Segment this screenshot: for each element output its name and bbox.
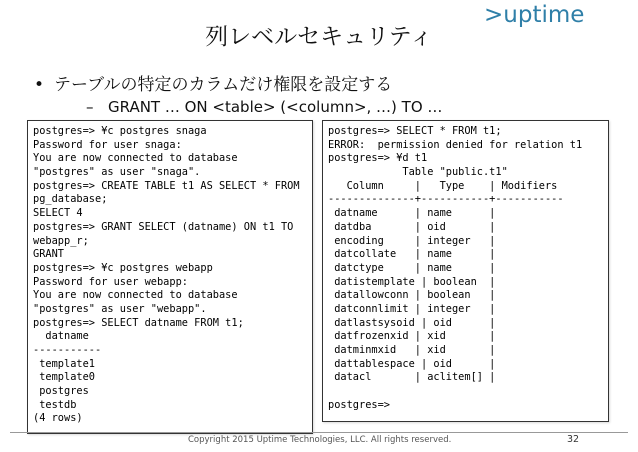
terminal-line: postgres=> CREATE TABLE t1 AS SELECT * FROM <box>33 179 300 192</box>
terminal-line: Password for user snaga: <box>33 138 182 151</box>
terminal-line: webapp_r; <box>33 234 89 247</box>
terminal-line: postgres=> SELECT datname FROM t1; <box>33 316 244 329</box>
copyright-footer: Copyright 2015 Uptime Technologies, LLC. All rights reserved. <box>188 435 452 445</box>
bullet-text: テーブルの特定のカラムだけ権限を設定する <box>54 75 393 95</box>
terminal-line: You are now connected to database <box>33 152 238 165</box>
terminal-right <box>322 120 609 422</box>
terminal-line: dattablespace | oid | <box>328 357 496 370</box>
terminal-line: --------------+-----------+----------- <box>328 193 564 206</box>
terminal-line: Table "public.t1" <box>328 166 508 179</box>
terminal-line: datdba | oid | <box>328 220 496 233</box>
terminal-line: GRANT <box>33 248 64 261</box>
terminal-line: encoding | integer | <box>328 234 496 247</box>
terminal-line: (4 rows) <box>33 412 83 425</box>
terminal-line: datallowconn | boolean | <box>328 289 496 302</box>
page-number: 32 <box>567 434 580 445</box>
terminal-left <box>27 120 313 434</box>
terminal-line: pg_database; <box>33 193 108 206</box>
terminal-line: postgres=> ¥c postgres snaga <box>33 125 207 137</box>
terminal-line: template0 <box>33 371 95 384</box>
terminal-line: template1 <box>33 357 95 370</box>
terminal-line: testdb <box>33 398 77 411</box>
terminal-line: datacl | aclitem[] | <box>328 371 496 384</box>
dash-icon: – <box>86 98 94 116</box>
terminal-line: "postgres" as user "snaga". <box>33 166 201 179</box>
terminal-line: datlastsysoid | oid | <box>328 316 496 329</box>
terminal-line: postgres=> SELECT * FROM t1; <box>328 125 502 137</box>
bullet-item <box>34 70 392 95</box>
sub-bullet-item <box>86 98 442 116</box>
slide-title: 列レベルセキュリティ <box>205 24 433 50</box>
terminal-line: postgres=> ¥d t1 <box>328 152 428 165</box>
terminal-line: Password for user webapp: <box>33 275 188 288</box>
terminal-line: ERROR: permission denied for relation t1 <box>328 138 583 151</box>
terminal-line: postgres=> GRANT SELECT (datname) ON t1 TO <box>33 220 294 233</box>
terminal-line: ----------- <box>33 344 102 356</box>
terminal-line: datname <box>33 330 89 343</box>
terminal-line: postgres <box>33 385 89 398</box>
bullet-dot-icon: • <box>34 75 45 95</box>
terminal-line: "postgres" as user "webapp". <box>33 302 207 315</box>
terminal-line: You are now connected to database <box>33 289 238 302</box>
terminal-line: SELECT 4 <box>33 207 83 220</box>
terminal-line: datconnlimit | integer | <box>328 302 496 315</box>
terminal-line: datfrozenxid | xid | <box>328 330 496 343</box>
footer-divider <box>10 432 628 433</box>
terminal-line: Column | Type | Modifiers <box>328 179 558 192</box>
terminal-line: postgres=> <box>328 398 390 411</box>
terminal-line: datctype | name | <box>328 261 496 274</box>
terminal-line: datcollate | name | <box>328 248 496 261</box>
terminal-line: postgres=> ¥c postgres webapp <box>33 261 213 274</box>
terminal-line: datminmxid | xid | <box>328 344 496 356</box>
terminal-line: datname | name | <box>328 207 496 220</box>
sub-bullet-text: GRANT … ON <table> (<column>, …) TO … <box>108 98 443 116</box>
uptime-logo: >uptime <box>484 2 585 28</box>
terminal-line: datistemplate | boolean | <box>328 275 496 288</box>
terminal-line <box>328 385 608 399</box>
